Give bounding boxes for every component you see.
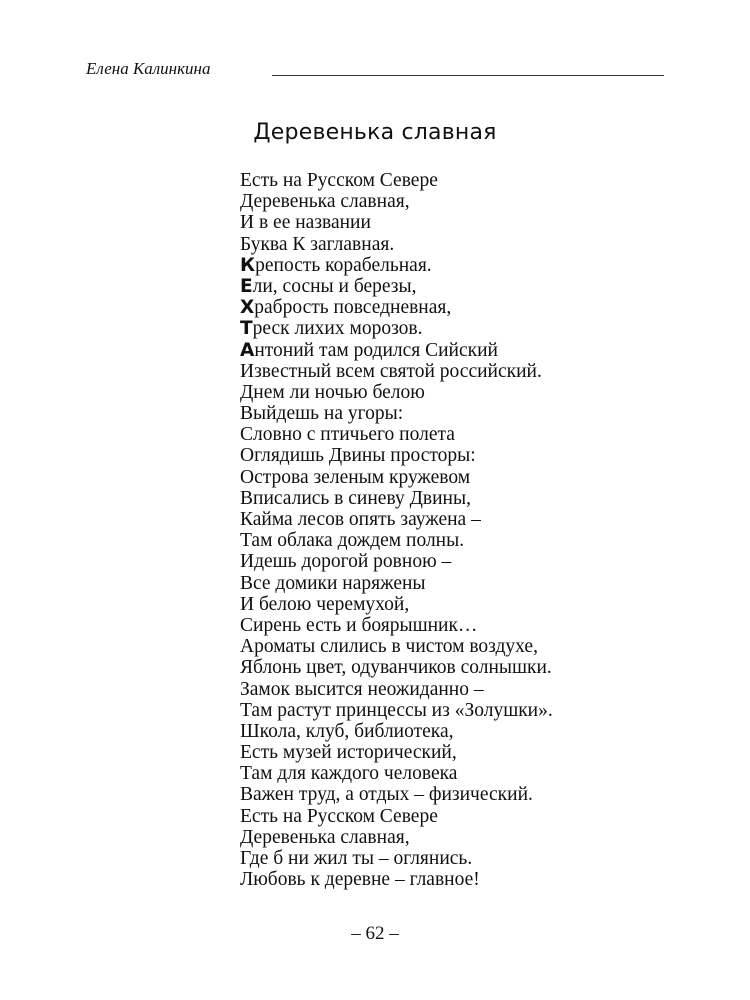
poem-line-text: Все домики наряжены xyxy=(240,572,426,594)
poem-line xyxy=(240,445,680,466)
acrostic-capital: Е xyxy=(240,275,253,297)
poem-line-text: Идешь дорогой ровною – xyxy=(240,551,452,573)
poem-line xyxy=(240,509,680,530)
poem-line xyxy=(240,784,680,805)
poem-line-text: Школа, клуб, библиотека, xyxy=(240,720,454,742)
acrostic-capital: А xyxy=(240,339,255,361)
poem-line xyxy=(240,615,680,636)
running-header xyxy=(86,58,666,84)
poem-line-text: Яблонь цвет, одуванчиков солнышки. xyxy=(240,657,552,679)
acrostic-capital: К xyxy=(240,254,256,276)
poem-line-text: нтоний там родился Сийский xyxy=(254,339,498,361)
poem-line xyxy=(240,636,680,657)
poem-line xyxy=(240,340,680,361)
poem-line xyxy=(240,424,680,445)
poem-line-text: Выйдешь на угоры: xyxy=(240,403,404,425)
poem-line xyxy=(240,594,680,615)
poem-line-text: Там для каждого человека xyxy=(240,763,458,785)
poem-line xyxy=(240,700,680,721)
poem-line-text: Там облака дождем полны. xyxy=(240,530,465,552)
poem-line xyxy=(240,657,680,678)
poem-line-text: Словно с птичьего полета xyxy=(240,424,455,446)
poem-line-text: Есть музей исторический, xyxy=(240,742,457,764)
poem-line-text: рабрость повседневная, xyxy=(254,297,452,319)
poem-line-text: Важен труд, а отдых – физический. xyxy=(240,784,533,806)
poem-line xyxy=(240,212,680,233)
header-rule xyxy=(272,75,664,76)
poem-line xyxy=(240,551,680,572)
author-name: Елена Калинкина xyxy=(86,59,211,78)
poem-line xyxy=(240,530,680,551)
poem-line-text: Острова зеленым кружевом xyxy=(240,466,471,488)
poem-line xyxy=(240,763,680,784)
poem-line-text: ли, сосны и березы, xyxy=(252,275,417,297)
poem-line-text: Кайма лесов опять заужена – xyxy=(240,509,481,530)
poem-line xyxy=(240,382,680,403)
poem-line-text: Вписались в синеву Двины, xyxy=(240,487,471,509)
poem-title: Деревенька славная xyxy=(253,120,497,145)
poem-body xyxy=(240,170,680,890)
poem-line-text: Там растут принцессы из «Золушки». xyxy=(240,699,553,721)
poem-line-text: Любовь к деревне – главное! xyxy=(240,869,480,891)
poem-line-text: Ароматы слились в чистом воздухе, xyxy=(240,636,538,658)
poem-line-text: Замок высится неожиданно – xyxy=(240,678,484,700)
poem-line xyxy=(240,742,680,763)
poem-line-text: Известный всем святой российский. xyxy=(240,360,542,382)
poem-line xyxy=(240,403,680,424)
poem-line-text: Буква К заглавная. xyxy=(240,233,395,255)
poem-line xyxy=(240,467,680,488)
poem-line-text: И белою черемухой, xyxy=(240,593,410,615)
poem-line xyxy=(240,255,680,276)
poem-line-text: Есть на Русском Севере xyxy=(240,805,438,827)
poem-line xyxy=(240,488,680,509)
poem-line xyxy=(240,869,680,890)
acrostic-capital: Т xyxy=(240,318,253,340)
poem-line xyxy=(240,170,680,191)
poem-line-text: И в ее названии xyxy=(240,212,371,234)
poem-line xyxy=(240,318,680,339)
poem-line xyxy=(240,297,680,318)
poem-line-text: Оглядишь Двины просторы: xyxy=(240,445,476,467)
poem-line xyxy=(240,361,680,382)
page-number: – 62 – xyxy=(351,923,399,944)
poem-line-text: Днем ли ночью белою xyxy=(240,381,425,403)
poem-line xyxy=(240,679,680,700)
poem-line-text: Деревенька славная, xyxy=(240,191,410,213)
poem-line-text: Есть на Русском Севере xyxy=(240,170,438,191)
poem-line xyxy=(240,721,680,742)
acrostic-capital: Х xyxy=(240,297,255,319)
poem-line xyxy=(240,573,680,594)
poem-line-text: Сирень есть и боярышник… xyxy=(240,614,478,636)
poem-line-text: репость корабельная. xyxy=(255,254,432,276)
poem-line-text: реск лихих морозов. xyxy=(252,318,423,340)
poem-line xyxy=(240,806,680,827)
poem-line xyxy=(240,234,680,255)
poem-line-text: Где б ни жил ты – оглянись. xyxy=(240,848,473,869)
poem-line xyxy=(240,191,680,212)
poem-line xyxy=(240,827,680,848)
poem-line-text: Деревенька славная, xyxy=(240,826,410,848)
poem-line xyxy=(240,848,680,869)
poem-line xyxy=(240,276,680,297)
